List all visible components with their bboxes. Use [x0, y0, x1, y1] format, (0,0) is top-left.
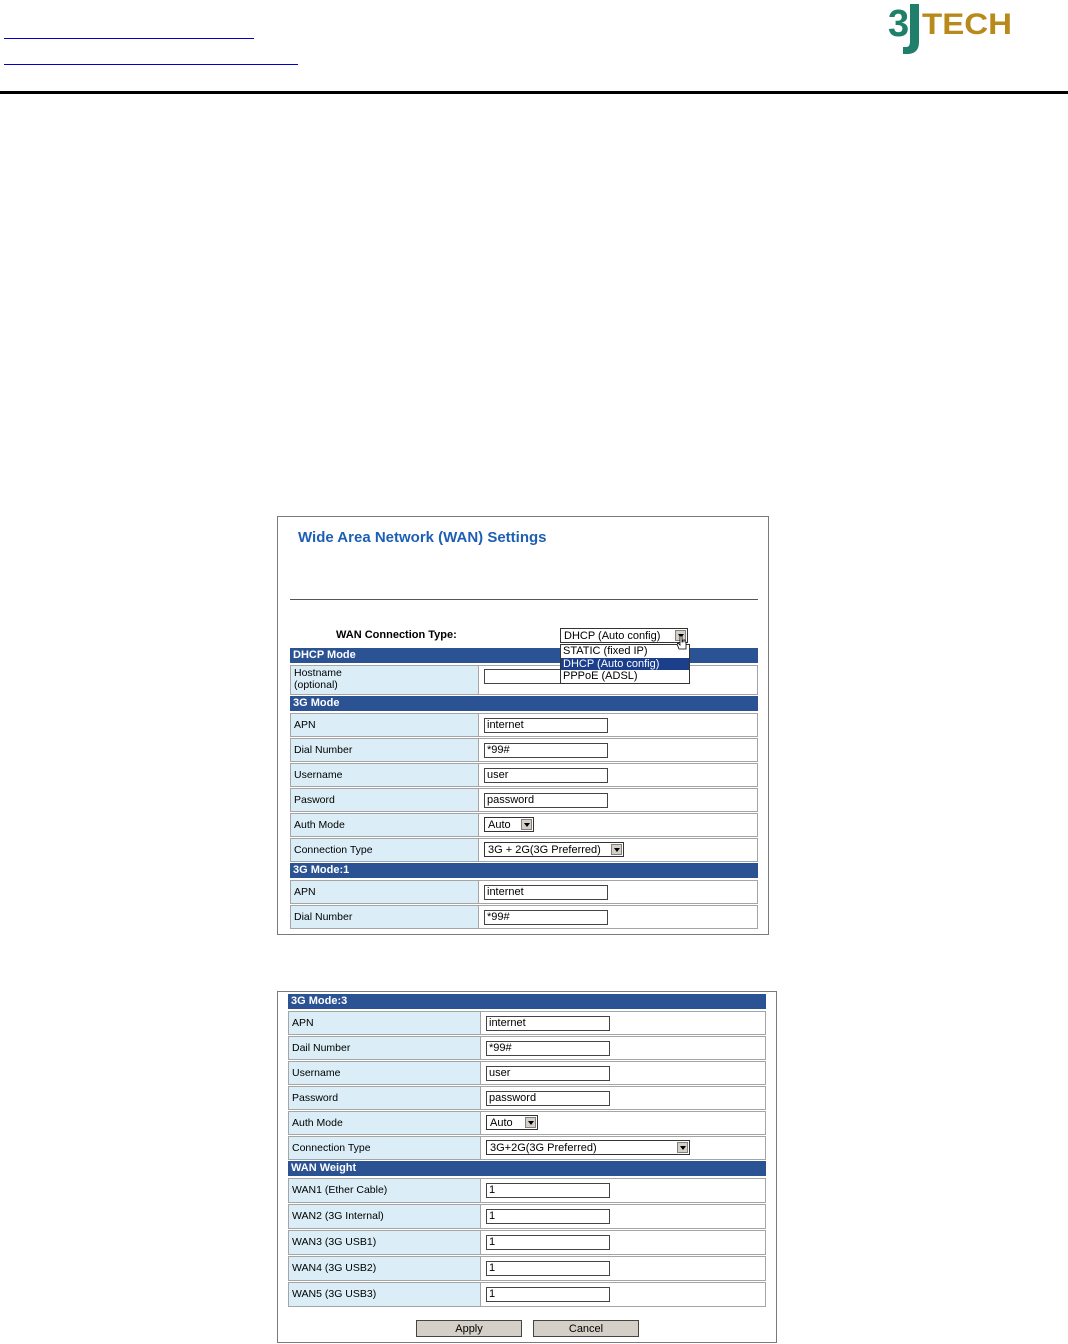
wan1-weight-input[interactable]: 1 [486, 1183, 610, 1198]
auth-mode-label-3: Auth Mode [289, 1112, 481, 1134]
dial-number-label-3: Dail Number [289, 1037, 481, 1059]
username-input-3[interactable]: user [486, 1066, 610, 1081]
wan4-label: WAN4 (3G USB2) [289, 1257, 481, 1280]
connection-type-row [290, 838, 758, 862]
username-row-3 [288, 1061, 766, 1085]
auth-mode-label: Auth Mode [291, 814, 479, 836]
connection-type-select[interactable] [560, 628, 688, 643]
chevron-down-icon [521, 819, 532, 830]
dial-number-row-3 [288, 1036, 766, 1060]
apn-label: APN [291, 714, 479, 736]
apn-input-1[interactable]: internet [484, 885, 608, 900]
option-pppoe[interactable]: PPPoE (ADSL) [563, 670, 638, 682]
auth-mode-select-3[interactable] [486, 1115, 538, 1130]
wan5-weight-input[interactable]: 1 [486, 1287, 610, 1302]
apn-label-3: APN [289, 1012, 481, 1034]
username-label-3: Username [289, 1062, 481, 1084]
apn-input[interactable]: internet [484, 718, 608, 733]
header-link-1[interactable] [4, 24, 254, 39]
wan-weight-row [288, 1178, 766, 1203]
wan3-weight-input[interactable]: 1 [486, 1235, 610, 1250]
username-input[interactable]: user [484, 768, 608, 783]
apn-row [290, 713, 758, 737]
wan-form-table [290, 648, 758, 930]
connection-type-dropdown[interactable] [560, 644, 690, 684]
chevron-down-icon [611, 844, 622, 855]
username-label: Username [291, 764, 479, 786]
section-dhcp-mode: DHCP Mode [290, 648, 758, 663]
section-3g-mode-3: 3G Mode:3 [288, 994, 766, 1009]
connection-type-value-3: 3G+2G(3G Preferred) [490, 1142, 597, 1154]
auth-mode-row-3 [288, 1111, 766, 1135]
wan3-label: WAN3 (3G USB1) [289, 1231, 481, 1254]
auth-mode-row [290, 813, 758, 837]
svg-text:TECH: TECH [922, 8, 1012, 41]
password-label: Pasword [291, 789, 479, 811]
wan4-weight-input[interactable]: 1 [486, 1261, 610, 1276]
3g-connection-type-select[interactable] [484, 842, 624, 857]
3g-connection-type-value: 3G + 2G(3G Preferred) [488, 844, 601, 856]
apn-row-1 [290, 880, 758, 904]
auth-mode-value-3: Auto [490, 1117, 513, 1129]
password-input-3[interactable]: password [486, 1091, 610, 1106]
section-3g-mode: 3G Mode [290, 696, 758, 711]
connection-type-row-3 [288, 1136, 766, 1160]
wan-settings-screenshot [277, 516, 769, 935]
connection-type-label-3: Connection Type [289, 1137, 481, 1159]
dial-number-input-1[interactable]: *99# [484, 910, 608, 925]
dial-number-label-1: Dial Number [291, 906, 479, 928]
title-divider [290, 599, 758, 600]
hand-cursor-icon [677, 636, 687, 650]
connection-type-select-3[interactable] [486, 1140, 690, 1155]
svg-text:3: 3 [888, 3, 910, 45]
password-row-3 [288, 1086, 766, 1110]
wan-title: Wide Area Network (WAN) Settings [298, 529, 547, 546]
option-static[interactable]: STATIC (fixed IP) [563, 645, 648, 657]
username-row [290, 763, 758, 787]
header-link-2[interactable] [4, 50, 298, 65]
3jtech-logo [888, 0, 1018, 58]
hostname-label: Hostname (optional) [291, 666, 479, 694]
section-wan-weight: WAN Weight [288, 1161, 766, 1176]
chevron-down-icon [677, 1142, 688, 1153]
dial-number-row [290, 738, 758, 762]
dial-number-input-3[interactable]: *99# [486, 1041, 610, 1056]
connection-type-value: DHCP (Auto config) [564, 630, 661, 642]
auth-mode-value: Auto [488, 819, 511, 831]
wan-weight-row [288, 1204, 766, 1229]
connection-type-label: WAN Connection Type: [336, 629, 457, 641]
wan5-label: WAN5 (3G USB3) [289, 1283, 481, 1306]
password-row [290, 788, 758, 812]
dial-number-row-1 [290, 905, 758, 929]
cancel-button[interactable]: Cancel [533, 1320, 639, 1337]
wan2-weight-input[interactable]: 1 [486, 1209, 610, 1224]
auth-mode-select[interactable] [484, 817, 534, 832]
dial-number-label: Dial Number [291, 739, 479, 761]
wan-weight-row [288, 1230, 766, 1255]
wan-weight-row [288, 1256, 766, 1281]
password-input[interactable]: password [484, 793, 608, 808]
apn-label-1: APN [291, 881, 479, 903]
apn-row-3 [288, 1011, 766, 1035]
wan2-label: WAN2 (3G Internal) [289, 1205, 481, 1228]
dial-number-input[interactable]: *99# [484, 743, 608, 758]
password-label-3: Password [289, 1087, 481, 1109]
wan-weight-screenshot [277, 991, 777, 1343]
header-rule [0, 91, 1068, 94]
option-dhcp[interactable]: DHCP (Auto config) [561, 658, 689, 671]
apn-input-3[interactable]: internet [486, 1016, 610, 1031]
apply-button[interactable]: Apply [416, 1320, 522, 1337]
connection-type-row-label: Connection Type [291, 839, 479, 861]
wan1-label: WAN1 (Ether Cable) [289, 1179, 481, 1202]
wan-weight-row [288, 1282, 766, 1307]
section-3g-mode-1: 3G Mode:1 [290, 863, 758, 878]
chevron-down-icon [525, 1117, 536, 1128]
wan2-form-table [288, 994, 766, 1308]
